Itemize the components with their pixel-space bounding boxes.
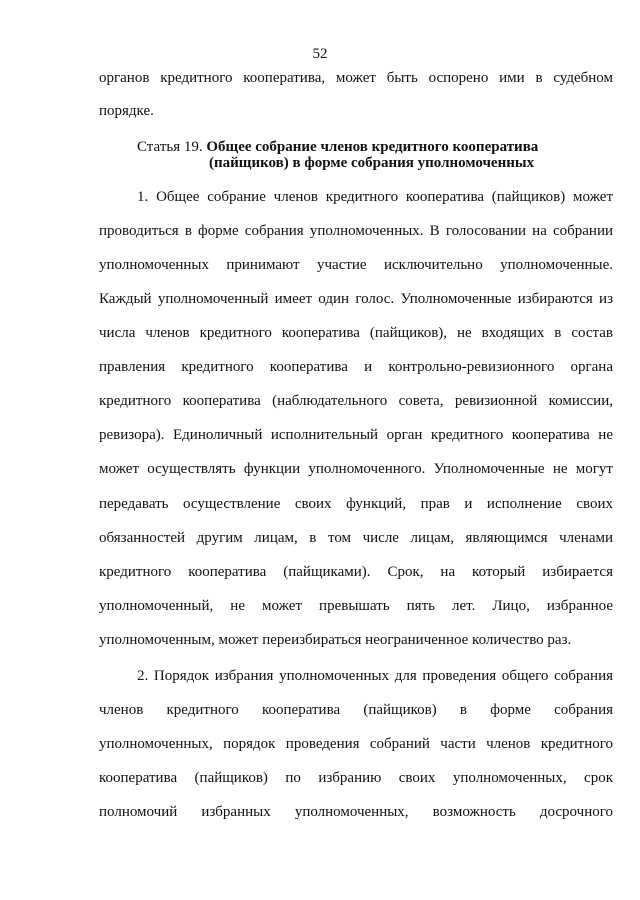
text-line: членов кредитного кооператива (пайщиков) в форме собрания — [99, 702, 613, 718]
text-line: кредитного кооператива (наблюдательного совета, ревизионной комиссии, — [99, 393, 613, 409]
text-line: уполномоченных принимают участие исключительно уполномоченные. — [99, 257, 613, 273]
text-line: уполномоченных, порядок проведения собраний части членов кредитного — [99, 736, 613, 752]
text-line: ревизора). Единоличный исполнительный орган кредитного кооператива не — [99, 427, 613, 443]
text-line: Каждый уполномоченный имеет один голос. Уполномоченные избираются из — [99, 291, 613, 307]
text-line: органов кредитного кооператива, может быть оспорено ими в судебном — [99, 70, 613, 86]
text-line: проводиться в форме собрания уполномоченных. В голосовании на собрании — [99, 223, 613, 239]
page-number: 52 — [312, 46, 328, 62]
article-title-line1: Общее собрание членов кредитного кооператива — [206, 139, 539, 155]
text-line: уполномоченным, может переизбираться неограниченное количество раз. — [99, 632, 572, 648]
text-line: числа членов кредитного кооператива (пайщиков), не входящих в состав — [99, 325, 613, 341]
text-line: 1. Общее собрание членов кредитного кооператива (пайщиков) может — [137, 189, 613, 205]
article-title-line2: (пайщиков) в форме собрания уполномоченных — [209, 155, 535, 171]
text-line: уполномоченный, не может превышать пять лет. Лицо, избранное — [99, 598, 613, 614]
text-line: правления кредитного кооператива и контрольно-ревизионного органа — [99, 359, 613, 375]
text-line: кооператива (пайщиков) по избранию своих уполномоченных, срок — [99, 770, 613, 786]
text-line: кредитного кооператива (пайщиками). Срок, на который избирается — [99, 564, 613, 580]
text-line: 2. Порядок избрания уполномоченных для проведения общего собрания — [137, 668, 613, 684]
text-line: передавать осуществление своих функций, прав и исполнение своих — [99, 496, 613, 512]
text-line: обязанностей другим лицам, в том числе лицам, являющимся членами — [99, 530, 613, 546]
text-line: может осуществлять функции уполномоченного. Уполномоченные не могут — [99, 461, 613, 477]
text-line: полномочий избранных уполномоченных, возможность досрочного — [99, 804, 613, 820]
article-prefix: Статья 19. — [137, 139, 207, 155]
text-line: порядке. — [99, 103, 154, 119]
